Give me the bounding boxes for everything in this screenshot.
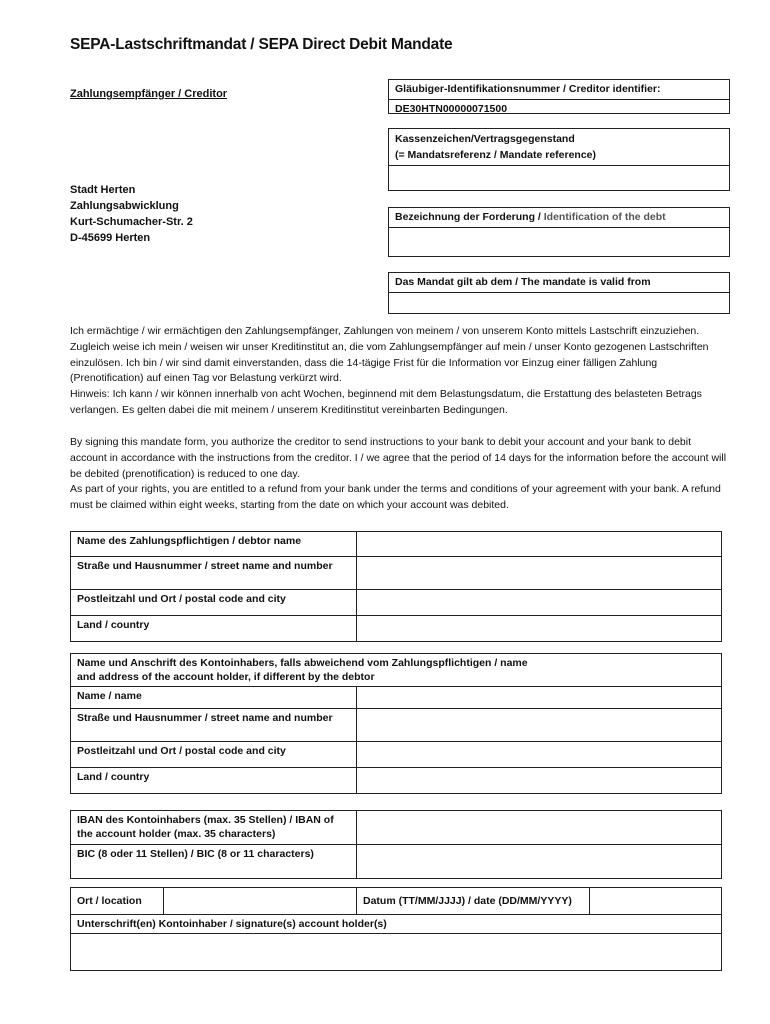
signature-table (70, 887, 722, 971)
table-row (71, 654, 722, 687)
mandate-reference-field[interactable] (389, 166, 729, 194)
debtor-street-label: Straße und Hausnummer / street name and number (71, 557, 357, 590)
table-row (71, 888, 722, 915)
table-row (71, 915, 722, 934)
holder-name-field[interactable] (357, 687, 722, 709)
debtor-name-label: Name des Zahlungspflichtigen / debtor name (71, 532, 357, 557)
mandate-reference-box (388, 128, 730, 191)
debtor-table (70, 531, 722, 642)
holder-postal-city-field[interactable] (357, 742, 722, 768)
date-field[interactable] (590, 888, 722, 915)
holder-country-field[interactable] (357, 768, 722, 794)
debt-identification-label-de: Bezeichnung der Forderung / (395, 211, 544, 223)
signature-label: Unterschrift(en) Kontoinhaber / signature(s) account holder(s) (71, 915, 722, 934)
table-row (71, 709, 722, 742)
signature-field[interactable] (71, 934, 722, 971)
debtor-name-field[interactable] (357, 532, 722, 557)
table-row (71, 768, 722, 794)
creditor-label: Zahlungsempfänger / Creditor (70, 88, 228, 100)
address-line: D-45699 Herten (70, 232, 151, 244)
holder-country-label: Land / country (71, 768, 357, 794)
table-row (71, 742, 722, 768)
mandate-text-de-paragraph: Ich ermächtige / wir ermächtigen den Zahlungsempfänger, Zahlungen von meinem / von unserem Konto mittels Lastschrift einzuziehen. Zugleich weise ich mein / weisen wir unser Kreditinstitut an, die vom Zahlungsempfänger auf mein / unser Konto gezogenen Lastschriften einzulösen. Ich bin / wir sind damit einverstanden, dass die 14-tägige Frist für die Information vor Einzug einer fälligen Zahlung (Prenotification) auf einen Tag vor Belastung verkürzt wird. (70, 325, 709, 385)
holder-postal-city-label: Postleitzahl und Ort / postal code and city (71, 742, 357, 768)
debtor-country-label: Land / country (71, 616, 357, 642)
mandate-text-en-paragraph: By signing this mandate form, you authorize the creditor to send instructions to your bank to debit your account and your bank to debit account in accordance with the instructions from the creditor. I / we agree that the period of 14 days for the information before the account will be debited (prenotification) is reduced to one day. (70, 436, 727, 480)
place-field[interactable] (164, 888, 357, 915)
table-row (71, 687, 722, 709)
debt-identification-label (389, 208, 729, 228)
bank-details-table (70, 810, 722, 879)
debt-identification-label-en: Identification of the debt (543, 211, 666, 223)
mandate-text-en (70, 435, 730, 514)
mandate-text-de-paragraph: Hinweis: Ich kann / wir können innerhalb von acht Wochen, beginnend mit dem Belastungsdatum, die Erstattung des belasteten Betrags verlangen. Es gelten dabei die mit meinem / unserem Kreditinstitut vereinbarten Bedingungen. (70, 388, 702, 416)
bic-field[interactable] (357, 845, 722, 879)
address-line: Zahlungsabwicklung (70, 200, 179, 212)
table-row (71, 590, 722, 616)
creditor-id-value: DE30HTN00000071500 (395, 103, 508, 115)
mandate-text-en-paragraph: As part of your rights, you are entitled to a refund from your bank under the terms and conditions of your agreement with your bank. A refund must be claimed within eight weeks, starting from the date on which your account was debited. (70, 483, 721, 512)
valid-from-field[interactable] (389, 293, 729, 315)
debtor-postal-city-label: Postleitzahl und Ort / postal code and city (71, 590, 357, 616)
iban-label: IBAN des Kontoinhabers (max. 35 Stellen) / IBAN of the account holder (max. 35 characters) (71, 811, 357, 845)
creditor-id-box (388, 79, 730, 114)
bic-label: BIC (8 oder 11 Stellen) / BIC (8 or 11 characters) (71, 845, 357, 879)
debt-identification-box (388, 207, 730, 257)
valid-from-box (388, 272, 730, 314)
page-title: SEPA-Lastschriftmandat / SEPA Direct Debit Mandate (70, 36, 453, 53)
account-holder-header: Name und Anschrift des Kontoinhabers, falls abweichend vom Zahlungspflichtigen / name and address of the account holder, if different by the debtor (71, 654, 722, 687)
iban-field[interactable] (357, 811, 722, 845)
table-row (71, 532, 722, 557)
debtor-postal-city-field[interactable] (357, 590, 722, 616)
holder-name-label: Name / name (71, 687, 357, 709)
holder-street-field[interactable] (357, 709, 722, 742)
account-holder-table (70, 653, 722, 794)
mandate-reference-label (389, 129, 729, 166)
mandate-reference-label-line1: Kassenzeichen/Vertragsgegenstand (395, 133, 575, 145)
creditor-id-label: Gläubiger-Identifikationsnummer / Creditor identifier: (389, 80, 729, 100)
table-row (71, 845, 722, 879)
address-line: Stadt Herten (70, 184, 136, 196)
debtor-street-field[interactable] (357, 557, 722, 590)
debt-identification-field[interactable] (389, 228, 729, 258)
debtor-country-field[interactable] (357, 616, 722, 642)
mandate-reference-label-line2: (= Mandatsreferenz / Mandate reference) (395, 149, 597, 161)
mandate-text-de (70, 324, 730, 419)
table-row (71, 934, 722, 971)
date-label: Datum (TT/MM/JJJJ) / date (DD/MM/YYYY) (357, 888, 590, 915)
holder-street-label: Straße und Hausnummer / street name and number (71, 709, 357, 742)
table-row (71, 616, 722, 642)
address-line: Kurt-Schumacher-Str. 2 (70, 216, 193, 228)
table-row (71, 557, 722, 590)
place-label: Ort / location (71, 888, 164, 915)
valid-from-label: Das Mandat gilt ab dem / The mandate is valid from (389, 273, 729, 293)
creditor-address (70, 182, 193, 246)
table-row (71, 811, 722, 845)
